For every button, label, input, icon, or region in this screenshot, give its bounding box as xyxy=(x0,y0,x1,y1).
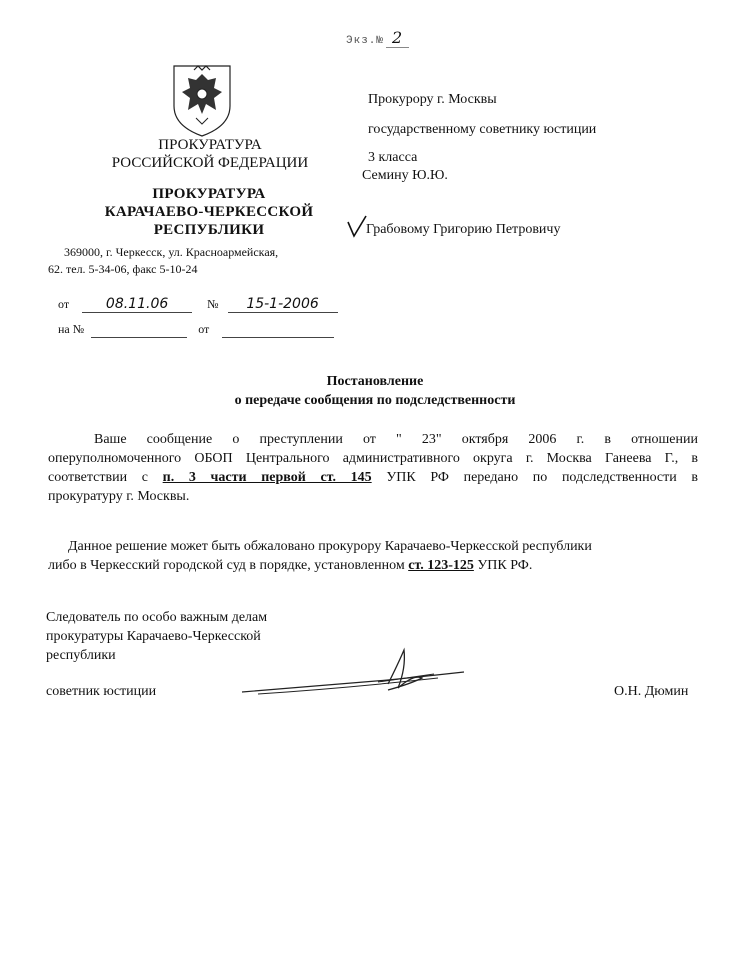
registration-row xyxy=(58,296,338,313)
para1-line-4: прокуратуру г. Москвы. xyxy=(48,489,190,504)
copy-number-mark xyxy=(346,28,409,47)
para1-line-3-start: соответствии с xyxy=(48,470,148,485)
document-title: Постановление xyxy=(326,374,424,389)
para2-line-1: Данное решение может быть обжаловано прокурору Карачаево-Черкесской республики xyxy=(68,539,592,554)
address-line-1: 369000, г. Черкесск, ул. Красноармейская, xyxy=(64,245,279,259)
reference-number-blank xyxy=(91,322,187,338)
signatory-name: О.Н. Дюмин xyxy=(614,684,689,699)
org-header-federal xyxy=(80,136,340,172)
signatory-line-1: Следователь по особо важным делам xyxy=(46,610,268,625)
org-line-1: ПРОКУРАТУРА xyxy=(158,137,262,153)
recipient-line-2: государственному советнику юстиции xyxy=(368,122,597,137)
org-address xyxy=(48,244,278,278)
document-number: 15-1-2006 xyxy=(228,296,338,313)
law-reference-123-125: ст. 123-125 xyxy=(408,558,474,573)
signatory-rank: советник юстиции xyxy=(46,684,157,699)
org-line-3: ПРОКУРАТУРА xyxy=(152,186,266,202)
recipient-line-4: Семину Ю.Ю. xyxy=(362,168,448,183)
reference-number-label: на № xyxy=(58,322,85,336)
para2-line-2-end: УПК РФ. xyxy=(477,558,533,573)
signatory-line-3: республики xyxy=(46,648,116,663)
recipient-line-5: Грабовому Григорию Петровичу xyxy=(366,222,561,237)
coat-of-arms-emblem xyxy=(166,60,238,138)
address-line-2: 62. тел. 5-34-06, факс 5-10-24 xyxy=(48,262,198,276)
copy-number-value: 2 xyxy=(386,28,409,48)
resolution-paragraph xyxy=(48,430,698,506)
appeal-paragraph xyxy=(48,537,688,575)
org-line-4: КАРАЧАЕВО-ЧЕРКЕССКОЙ xyxy=(104,204,314,220)
document-subtitle: о передаче сообщения по подследственности xyxy=(234,393,516,408)
date-label: от xyxy=(58,297,70,311)
copy-number-label: Экз.№ xyxy=(346,35,385,47)
document-date: 08.11.06 xyxy=(82,296,192,313)
check-mark-icon xyxy=(346,214,368,238)
signatory-title xyxy=(46,608,267,665)
reference-row xyxy=(58,322,334,338)
law-reference-145: п. 3 части первой ст. 145 xyxy=(162,470,372,485)
para2-line-2 xyxy=(48,556,688,575)
para1-line-1: Ваше сообщение о преступлении от " 23" октября 2006 г. в отношении xyxy=(94,432,698,447)
signatory-line-2: прокуратуры Карачаево-Черкесской xyxy=(46,629,261,644)
recipient-line-1: Прокурору г. Москвы xyxy=(368,92,497,107)
reference-date-blank xyxy=(222,322,334,338)
para1-line-2: оперуполномоченного ОБОП Центрального административного округа г. Москва Ганеева Г., в xyxy=(48,451,698,466)
org-header-regional xyxy=(64,185,354,239)
para1-line-3-end: УПК РФ передано по подследственности в xyxy=(386,470,699,485)
org-line-5: РЕСПУБЛИКИ xyxy=(153,222,265,238)
recipient-line-3: 3 класса xyxy=(368,150,418,165)
handwritten-signature xyxy=(238,644,468,700)
org-line-2: РОССИЙСКОЙ ФЕДЕРАЦИИ xyxy=(111,155,309,171)
reference-date-label: от xyxy=(198,322,210,336)
para2-line-2-start: либо в Черкесский городской суд в порядке, установленном xyxy=(48,558,405,573)
para1-line-3 xyxy=(48,468,698,487)
number-label: № xyxy=(207,297,219,311)
